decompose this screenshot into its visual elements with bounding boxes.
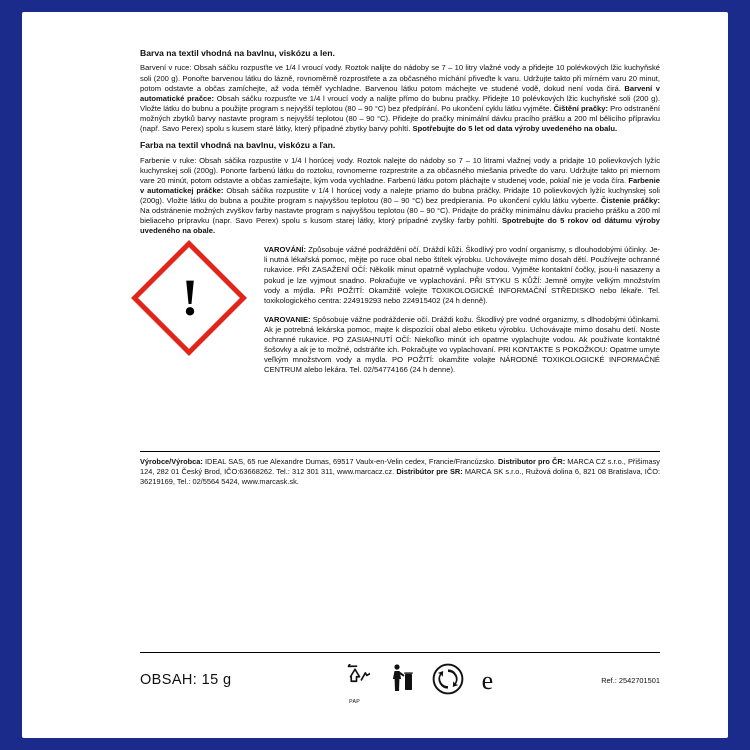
slovak-warning-heading: VAROVANIE: [264,314,311,324]
czech-machine-dyeing-heading: Barvení v automatické pračce: [140,83,660,103]
pap-recycle-icon [340,664,370,705]
slovak-hand-dyeing-paragraph [140,156,660,237]
czech-title: Barva na textil vhodná na bavlnu, viskózu a len. [140,48,335,58]
content-amount-label: OBSAH: 15 g [140,672,232,689]
distributor-sk-heading: Distribútor pre SR: [396,467,463,477]
czech-expiry-note: Spotřebujte do 5 let od data výroby uvedeného na obalu. [412,123,618,133]
label-footer [140,652,660,708]
pap-caption: PAP [349,698,361,705]
slovak-machine-cleaning-heading: Čistenie práčky: [600,195,660,205]
warning-text-column [264,245,660,375]
product-label-card [22,12,728,738]
manufacturer-block [140,457,660,487]
slovak-machine-dyeing-text: Obsah sáčika rozpustite v 1/4 l horúcej vody a nalejte priamo do bubna práčky. Pridajte 10 polievkových lyžíc kuchynskej soli (200g). Vložte látku do bubna a použite program s najvyššou teplotou (80 – 90 °C) bez predpierania. Po ukončení cyklu látku vyberte. [140,185,660,205]
estimated-sign-icon: e [481,666,494,695]
warning-spacer [264,306,660,315]
manufacturer-divider [140,451,660,452]
slovak-warning-paragraph [264,315,660,376]
czech-machine-dyeing-text: Obsah sáčku rozpusťte ve 1/4 l vroucí vody a nalijte přímo do bubnu pračky. Přidejte 10 polévkových lžic kuchyňské soli (200 g). Vložte látku do bubnu a použijte program s nejvyšší teplotou (80 – 90 °C) bez předpírání. Po ukončení cyklu látku vyjměte. [140,93,660,113]
czech-hand-dyeing-paragraph [140,63,660,134]
czech-machine-cleaning-text: Pro odstranění možných zbytků barvy nastavte program s nejvyšší teplotou (80 – 90 °C). Přidejte do pračky minimální dávku pracího prášku a 200 ml bělicího přípravku (např. Savo Perex) spolu s kusem staré látky, který případné zbytky barvy pohltí. [140,103,660,133]
exclamation-glyph: ! [181,270,199,328]
slovak-instructions-block [140,140,660,236]
slovak-hand-dyeing-text: Farbenie v ruke: Obsah sáčika rozpustite v 1/4 l horúcej vody. Roztok nalejte do nádoby so 7 – 10 litrami vlažnej vody a pridajte 10 polievkových lyžíc kuchynskej soli (200g). Ponorte farbenú látku do roztoku, rovnomerne rozprestrite a za občasného miešania priveďte do varu. Udržujte takto pri miernom vare 20 minút, potom odstavte a občas zamiešajte, kým voda vychladne. Farbenú látku potom pláchajte v studenej vode, pokiaľ nie je voda číra. [140,155,660,185]
slovak-machine-cleaning-text: Na odstránenie možných zvyškov farby nastavte program s najvyššou teplotou (80 – 90 °C). Pridajte do práčky minimálnu dávku pracieho prášku a 200 ml bieliaceho prípravku (napr. Savo Perex) spolu s kusom starej látky, ktorý prípadné zvyšky farby pohltí. [140,205,660,226]
czech-warning-paragraph [264,245,660,306]
exclamation-mark-hazard-pictogram [140,249,256,365]
slovak-machine-dyeing-heading: Farbenie v automatickej práčke: [140,175,660,195]
czech-machine-cleaning-heading: Čištění pračky: [553,103,609,113]
green-dot-icon [432,663,464,698]
distributor-cz-details: MARCA CZ s.r.o., Přišimasy 124, 282 01 Český Brod, IČO:63668262. Tel.: 312 301 311, www.marcacz.cz. [140,457,660,477]
czech-hand-dyeing-text: Barvení v ruce: Obsah sáčku rozpusťte ve 1/4 l vroucí vody. Roztok nalijte do nádoby se 7 – 10 litry vlažné vody a přidejte 10 polévkových lžic kuchyňské soli (200 g). Ponořte barvenou látku do lázně, rovnoměrně rozprostřete a za občasného míchání přiveďte k varu. Udržujte takto při mírném varu 20 minut, potom odstavte a občas zamíchejte, až voda téměř vychladne. Barvenou látku potom máchejte ve studené vodě, dokud není voda čirá. [140,63,660,93]
slovak-title: Farba na textil vhodná na bavlnu, viskózu a ľan. [140,140,336,151]
distributor-cz-heading: Distributor pro ČR: [498,457,566,467]
czech-warning-text: Způsobuje vážné podráždění očí. Dráždí kůži. Škodlivý pro vodní organismy, s dlouhodobými účinky. Je-li nutná lékařská pomoc, mějte po ruce obal nebo štítek výrobku. Uchovávejte mimo dosah dětí. Používejte ochranné rukavice. PŘI ZASAŽENÍ OČÍ: Několik minut opatrně vyplachujte vodou. Vyjměte kontaktní čočky, jsou-li nasazeny a pokud je lze vyjmout snadno. Pokračujte ve vyplachování. PŘI STYKU S KŮŽÍ: Jemně omyjte velkým množstvím vody a mýdla. PŘI POŽITÍ: Okamžitě volejte TOXIKOLOGICKÉ INFORMAČNÍ STŘEDISKO nebo lékaře. Tel. toxikologického centra: 224919293 nebo 224915402 (24 h denně). [264,245,660,305]
warning-section [140,245,660,441]
czech-warning-heading: VAROVÁNÍ: [264,245,307,255]
footer-icon-group [340,663,494,705]
label-content [140,48,660,708]
reference-number: Ref.: 2542701501 [601,676,660,686]
distributor-sk-details: MARCA SK s.r.o., Ružová dolina 6, 821 08 Bratislava, IČO: 36219169, Tel.: 02/5564 5424, www.marcask.sk. [140,467,660,487]
manufacturer-heading: Výrobce/Výrobca: [140,457,203,467]
tidyman-bin-icon [388,663,414,698]
czech-instructions-block [140,48,660,134]
slovak-warning-text: Spôsobuje vážne podráždenie očí. Dráždi kožu. Škodlivý pre vodné organizmy, s dlhodobými účinkami. Ak je potrebná lekárska pomoc, majte k dispozícii obal alebo etiketu výrobku. Uchovávajte mimo dosahu detí. Noste ochranné rukavice. PO ZASIAHNUTÍ OČÍ: Niekoľko minút ich opatrne vyplachujte vodou. Ak používate kontaktné šošovky a ak je to možné, odstráňte ich. Pokračujte vo vyplachovaní. PRI KONTAKTE S POKOŽKOU: Opatrne umyte veľkým množstvom vody a mydla. PO POŽITÍ: okamžite volajte NÁRODNÉ TOXIKOLOGICKÉ INFORMAČNÉ CENTRUM alebo lekára. Tel. 02/54774166 (24 h denne). [264,314,660,375]
footer-divider [140,652,660,653]
slovak-expiry-note: Spotrebujte do 5 rokov od dátumu výroby uvedeného na obale. [140,216,660,236]
footer-row [140,659,660,703]
manufacturer-address: IDEAL SAS, 65 rue Alexandre Dumas, 69517 Vaulx-en-Velin cedex, Francie/Francúzsko. [202,457,496,467]
